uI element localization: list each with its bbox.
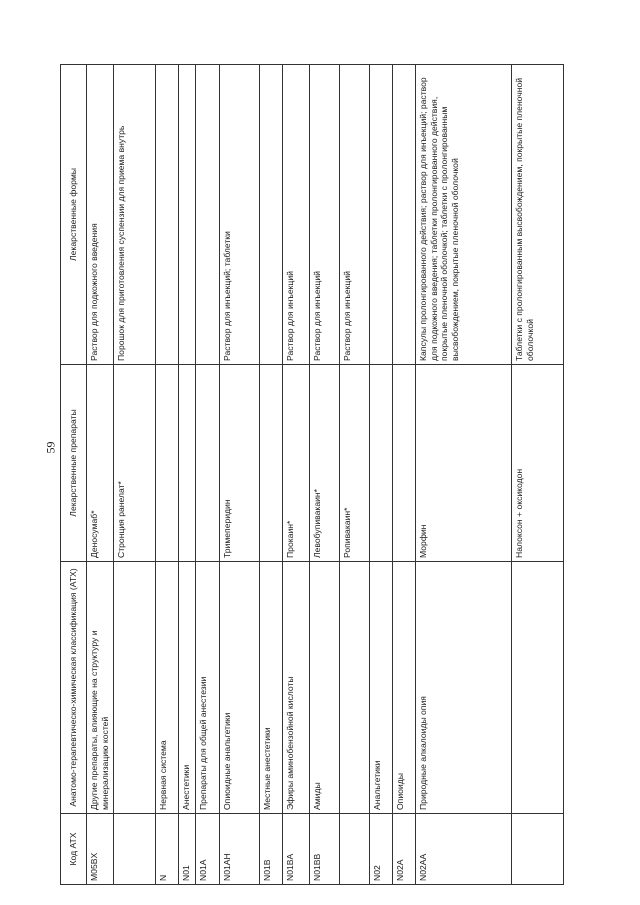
cell-code: N01 (179, 814, 196, 885)
cell-form: Раствор для инъекций; таблетки (220, 65, 260, 365)
table-row (283, 65, 310, 885)
table-row (393, 65, 416, 885)
cell-code: N02AA (416, 814, 512, 885)
table-row (196, 65, 220, 885)
cell-drug: Морфин (416, 365, 512, 562)
header-drugs: Лекарственные препараты (61, 365, 87, 562)
cell-class: Опиоиды (393, 562, 416, 814)
cell-class: Эфиры аминобензойной кислоты (283, 562, 310, 814)
table-row (114, 65, 156, 885)
cell-form: Раствор для инъекций (283, 65, 310, 365)
cell-class: Другие препараты, влияющие на структуру и минерализацию костей (87, 562, 114, 814)
cell-form: Таблетки с пролонгированным высвобождением, покрытые пленочной оболочкой (512, 65, 564, 365)
cell-drug: Левобупивакаин* (310, 365, 340, 562)
cell-class: Анальгетики (370, 562, 393, 814)
table-row (370, 65, 393, 885)
cell-code: N01BA (283, 814, 310, 885)
cell-drug (393, 365, 416, 562)
cell-drug: Прокаин* (283, 365, 310, 562)
cell-code (512, 814, 564, 885)
table-row (156, 65, 179, 885)
table-row (87, 65, 114, 885)
cell-code: N02 (370, 814, 393, 885)
cell-class (340, 562, 370, 814)
cell-form: Раствор для инъекций (310, 65, 340, 365)
header-code: Код АТХ (61, 814, 87, 885)
cell-form (196, 65, 220, 365)
cell-class: Амиды (310, 562, 340, 814)
cell-class: Местные анестетики (260, 562, 283, 814)
cell-code: M05BX (87, 814, 114, 885)
cell-drug (260, 365, 283, 562)
table-row (512, 65, 564, 885)
cell-code: N02A (393, 814, 416, 885)
cell-class: Препараты для общей анестезии (196, 562, 220, 814)
cell-class (512, 562, 564, 814)
cell-drug: Деносумаб* (87, 365, 114, 562)
cell-class: Опиоидные анальгетики (220, 562, 260, 814)
page-number: 59 (43, 441, 58, 454)
table-row (340, 65, 370, 885)
rotated-page (60, 65, 565, 885)
cell-code: N01BB (310, 814, 340, 885)
cell-form (179, 65, 196, 365)
cell-drug: Ропивакаин* (340, 365, 370, 562)
cell-class: Анестетики (179, 562, 196, 814)
cell-code: N01B (260, 814, 283, 885)
cell-drug (370, 365, 393, 562)
cell-class: Нервная система (156, 562, 179, 814)
table-row (220, 65, 260, 885)
table-row (310, 65, 340, 885)
cell-class (114, 562, 156, 814)
table-row (179, 65, 196, 885)
cell-form (370, 65, 393, 365)
cell-drug (179, 365, 196, 562)
cell-code (114, 814, 156, 885)
cell-form (393, 65, 416, 365)
cell-drug: Налоксон + оксикодон (512, 365, 564, 562)
cell-form: Капсулы пролонгированного действия; раствор для инъекций; раствор для подкожного введения; таблетки пролонгированного действия, покрытые пленочной оболочкой; таблетки с пролонгированным высвобождением, покрытые пленочной оболочкой (416, 65, 512, 365)
table-row (416, 65, 512, 885)
table-header-row (61, 65, 87, 885)
cell-drug: Тримеперидин (220, 365, 260, 562)
header-forms: Лекарственные формы (61, 65, 87, 365)
cell-drug: Стронция ранелат* (114, 365, 156, 562)
cell-form: Порошок для приготовления суспензии для приема внутрь (114, 65, 156, 365)
cell-form (260, 65, 283, 365)
table-row (260, 65, 283, 885)
cell-code: N01A (196, 814, 220, 885)
cell-code (340, 814, 370, 885)
cell-form (156, 65, 179, 365)
drug-table (60, 64, 564, 885)
header-classification: Анатомо-терапевтическо-химическая классификация (АТХ) (61, 562, 87, 814)
cell-form: Раствор для подкожного введения (87, 65, 114, 365)
cell-class: Природные алкалоиды опия (416, 562, 512, 814)
cell-code: N01AH (220, 814, 260, 885)
cell-drug (196, 365, 220, 562)
cell-code: N (156, 814, 179, 885)
cell-drug (156, 365, 179, 562)
cell-form: Раствор для инъекций (340, 65, 370, 365)
